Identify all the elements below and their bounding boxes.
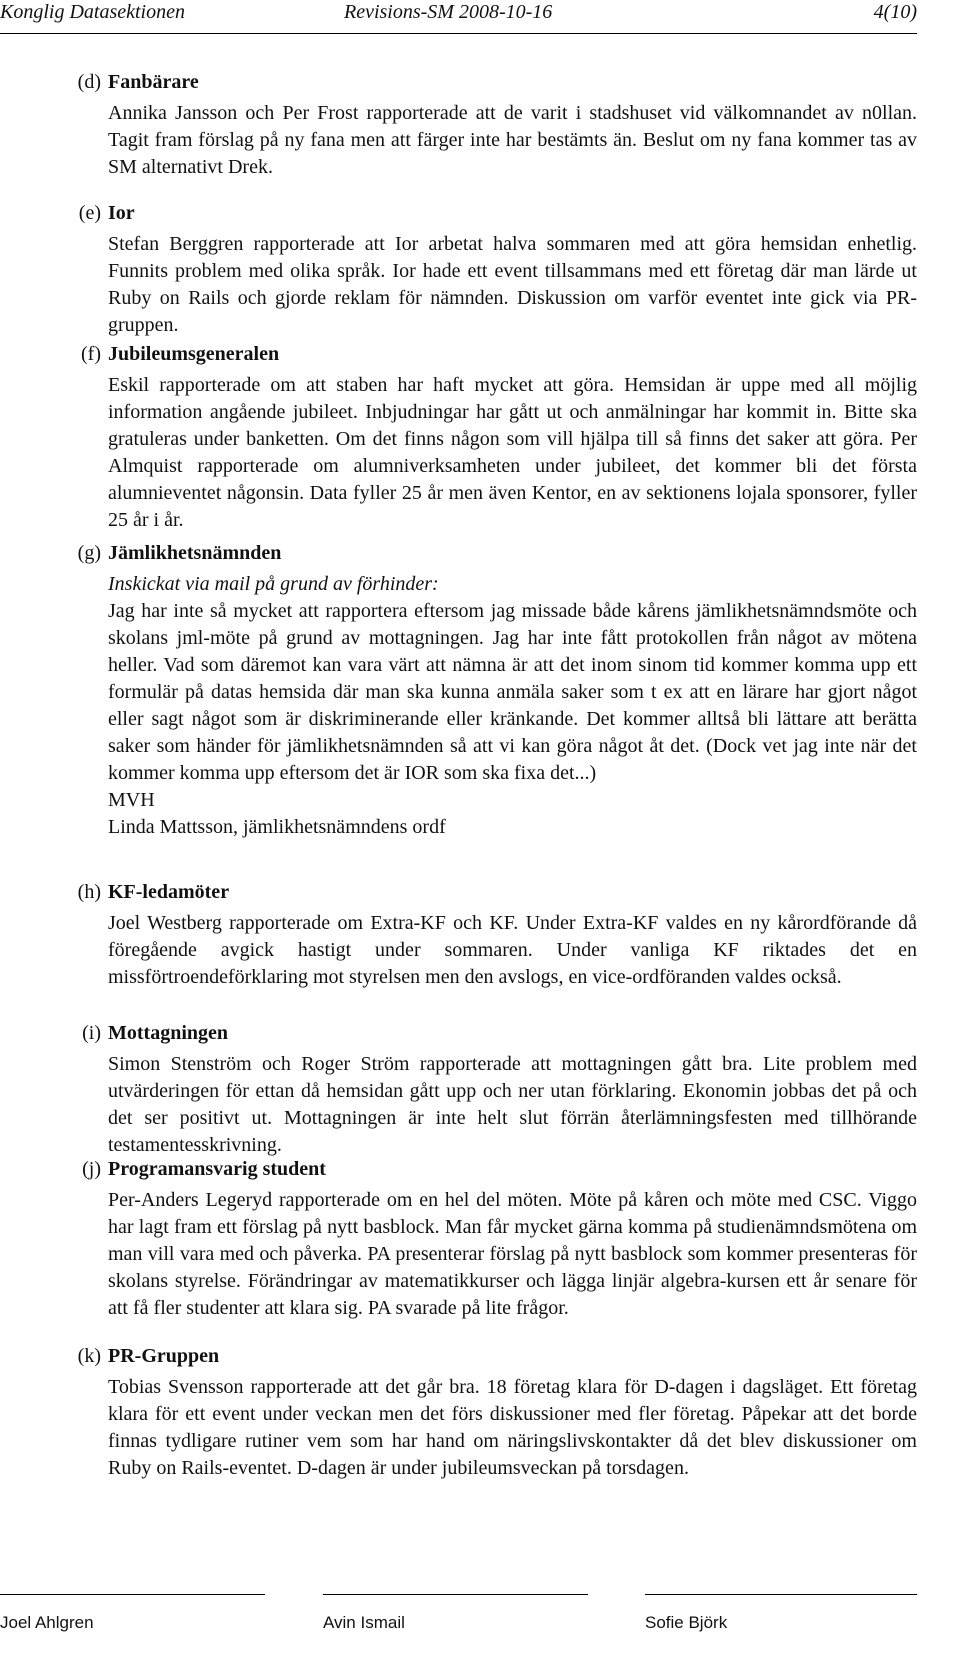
section-label: (h) [77, 881, 101, 903]
section-signoff: Linda Mattsson, jämlikhetsnämndens ordf [108, 816, 446, 838]
report-section [0, 878, 917, 1019]
section-paragraph: Jag har inte så mycket att rapportera eftersom jag missade både kårens jämlikhetsnämndsmöte och skolans jml-möte på grund av mottagningen. Jag har inte fått protokollen från något av mötena heller. Vad som däremot kan vara värt att nämna är att det inom sinom tid kommer komma upp ett formulär på datas hemsida där man ska kunna anmäla saker som t ex att en lärare har gjort något eller sagt något som är diskriminerande eller kränkande. Det kommer alltså bli lättare att berätta saker som händer för jämlikhetsnämnden så att vi kan göra något åt det. (Dock vet jag inte när det kommer komma upp eftersom det är IOR som ska fixa det...) [108, 600, 917, 784]
section-title: KF-ledamöter [108, 881, 230, 903]
section-paragraph: Joel Westberg rapporterade om Extra-KF och KF. Under Extra-KF valdes en ny kårordförande då föregående avgick hastigt under sommaren. Under vanliga KF riktades det en missförtroendeförklaring mot styrelsen men den avslogs, en vice-ordföranden valdes också. [108, 912, 917, 988]
report-section [0, 199, 917, 340]
page-header [0, 0, 960, 34]
report-section [0, 1019, 917, 1155]
section-body [108, 1187, 917, 1322]
signature-line [645, 1594, 917, 1595]
signature-name: Avin Ismail [323, 1613, 405, 1632]
section-title: Programansvarig student [108, 1158, 326, 1180]
section-note: Inskickat via mail på grund av förhinder: [108, 573, 439, 595]
section-greeting: MVH [108, 789, 155, 811]
section-label: (d) [77, 71, 101, 93]
section-title: Jubileumsgeneralen [108, 343, 280, 365]
section-label: (g) [77, 542, 101, 564]
signature-block [645, 1594, 917, 1633]
signature-block [323, 1594, 588, 1633]
section-paragraph: Annika Jansson och Per Frost rapporterade att de varit i stadshuset vid välkomnandet av n0llan. Tagit fram förslag på ny fana men att färger inte har bestämts än. Beslut om ny fana kommer tas av SM alternativt Drek. [108, 102, 917, 178]
section-title: Jämlikhetsnämnden [108, 542, 282, 564]
signature-name: Joel Ahlgren [0, 1613, 94, 1632]
section-paragraph: Eskil rapporterade om att staben har haft mycket att göra. Hemsidan är uppe med all möjlig information angående jubileet. Inbjudningar har gått ut och anmälningar har kommit in. Bitte ska gratuleras under banketten. Om det finns någon som vill hjälpa till så finns det saker att göra. Per Almquist rapporterade om alumniverksamheten under jubileet, det kommer bli det första alumnieventet någonsin. Data fyller 25 år men även Kentor, en av sektionens lojala sponsorer, fyller 25 år i år. [108, 374, 917, 531]
section-paragraph: Tobias Svensson rapporterade att det går bra. 18 företag klara för D-dagen i dagsläget. Ett företag klara för ett event under veckan men det förs diskussioner med fler företag. Påpekar att det borde finnas tydligare rutiner vem som har hand om näringslivskontakter då det blev diskussioner om Ruby on Rails-eventet. D-dagen är under jubileumsveckan på torsdagen. [108, 1376, 917, 1479]
report-section [0, 68, 917, 199]
section-body [108, 571, 917, 841]
header-rule [0, 33, 917, 34]
section-paragraph: Simon Stenström och Roger Ström rapporterade att mottagningen gått bra. Lite problem med utvärderingen för ettan då hemsidan gått upp och ner utan förklaring. Ekonomin jobbas det på och det ser positivt ut. Mottagningen är inte helt slut förrän återlämningsfesten med tillhörande testamentesskrivning. [108, 1053, 917, 1156]
signature-line [0, 1594, 265, 1595]
section-title: PR-Gruppen [108, 1345, 220, 1367]
section-label: (i) [82, 1022, 101, 1044]
header-organization: Konglig Datasektionen [0, 1, 185, 23]
signature-line [323, 1594, 588, 1595]
section-label: (e) [78, 202, 101, 224]
section-body [108, 910, 917, 991]
report-section [0, 539, 917, 878]
section-title: Mottagningen [108, 1022, 228, 1044]
section-body [108, 1374, 917, 1482]
section-paragraph: Stefan Berggren rapporterade att Ior arbetat halva sommaren med att göra hemsidan enhetlig. Funnits problem med olika språk. Ior hade ett event tillsammans med ett företag där man lärde ut Ruby on Rails och gjorde reklam för nämnden. Diskussion om varför eventet inte gick via PR-gruppen. [108, 233, 917, 336]
section-title: Fanbärare [108, 71, 199, 93]
section-title: Ior [108, 202, 135, 224]
report-section [0, 340, 917, 539]
signature-name: Sofie Björk [645, 1613, 728, 1632]
report-list [0, 68, 917, 1492]
header-document-title: Revisions-SM 2008-10-16 [344, 1, 553, 23]
report-section [0, 1155, 917, 1342]
section-label: (k) [77, 1345, 101, 1367]
section-label: (j) [82, 1158, 101, 1180]
section-label: (f) [81, 343, 101, 365]
header-page-number: 4(10) [873, 1, 917, 23]
section-paragraph: Per-Anders Legeryd rapporterade om en hel del möten. Möte på kåren och möte med CSC. Viggo har lagt fram ett förslag på nytt basblock. Man får mycket gärna komma på studienämndsmötena om man vill vara med och påverka. PA presenterar förslag på nytt basblock som kommer presenteras för skolans styrelse. Förändringar av matematikkurser och lägga linjär algebra-kursen ett år senare för att få fler studenter att klara sig. PA svarade på lite frågor. [108, 1189, 917, 1319]
section-body [108, 100, 917, 181]
signature-block [0, 1594, 265, 1633]
report-section [0, 1342, 917, 1492]
signature-footer [0, 1594, 960, 1661]
section-body [108, 372, 917, 534]
section-body [108, 231, 917, 339]
section-body [108, 1051, 917, 1159]
